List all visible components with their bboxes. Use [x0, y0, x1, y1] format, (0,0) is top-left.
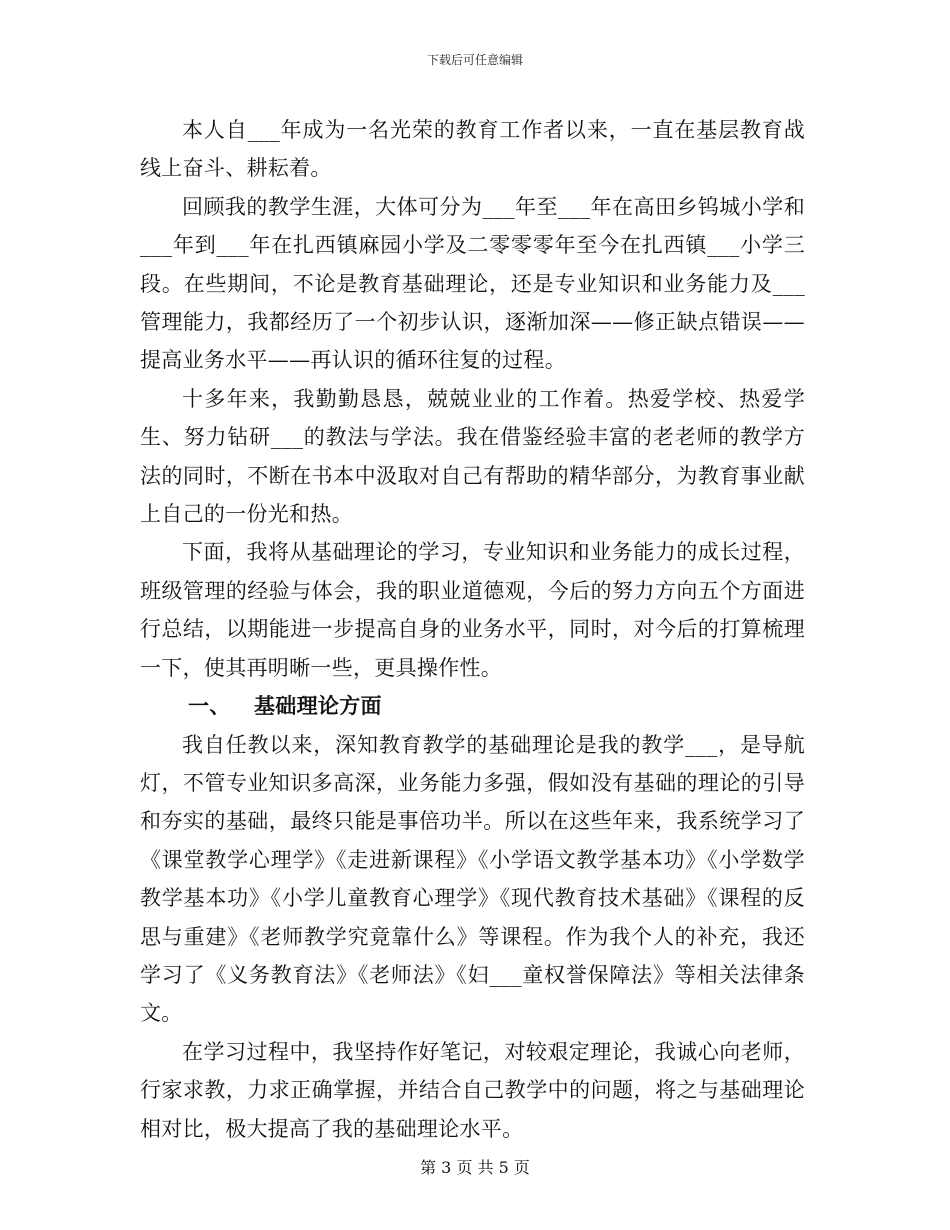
paragraph-summary-outline: 下面，我将从基础理论的学习，专业知识和业务能力的成长过程，班级管理的经验与体会，我的职业道德观，今后的努力方向五个方面进行总结，以期能进一步提高自身的业务水平，同时，对今后的打算梳理一下，使其再明晰一些，更具操作性。	[140, 540, 805, 680]
section-title: 基础理论方面	[254, 693, 382, 719]
paragraph-diligence: 十多年来，我勤勤恳恳，兢兢业业的工作着。热爱学校、热爱学生、努力钻研___的教法与学法。我在借鉴经验丰富的老老师的教学方法的同时，不断在书本中汲取对自己有帮助的精华部分，为教育事业献上自己的一份光和热。	[140, 386, 805, 527]
document-body	[140, 111, 805, 1148]
section-number: 一、	[188, 693, 231, 719]
paragraph-intro: 本人自___年成为一名光荣的教育工作者以来，一直在基层教育战线上奋斗、耕耘着。	[140, 118, 805, 181]
paragraph-theory-study: 我自任教以来，深知教育教学的基础理论是我的教学___，是导航灯，不管专业知识多高深，业务能力多强，假如没有基础的理论的引导和夯实的基础，最终只能是事倍功半。所以在这些年来，我系统学习了《课堂教学心理学》《走进新课程》《小学语文教学基本功》《小学数学教学基本功》《小学儿童教育心理学》《现代教育技术基础》《课程的反思与重建》《老师教学究竟靠什么》等课程。作为我个人的补充，我还学习了《义务教育法》《老师法》《妇___童权誉保障法》等相关法律条文。	[140, 732, 805, 1026]
page-footer: 第 3 页 共 5 页	[420, 1158, 530, 1177]
paragraph-study-process: 在学习过程中，我坚持作好笔记，对较艰定理论，我诚心向老师，行家求教，力求正确掌握，并结合自己教学中的问题，将之与基础理论相对比，极大提高了我的基础理论水平。	[140, 1039, 805, 1141]
paragraph-career-review: 回顾我的教学生涯，大体可分为___年至___年在高田乡钨城小学和___年到___年在扎西镇麻园小学及二零零零年至今在扎西镇___小学三段。在些期间，不论是教育基础理论，还是专业知识和业务能力及___管理能力，我都经历了一个初步认识，逐渐加深——修正缺点错误——提高业务水平——再认识的循环往复的过程。	[140, 194, 805, 373]
section-heading	[140, 687, 805, 725]
page-header: 下载后可任意编辑	[426, 53, 523, 67]
